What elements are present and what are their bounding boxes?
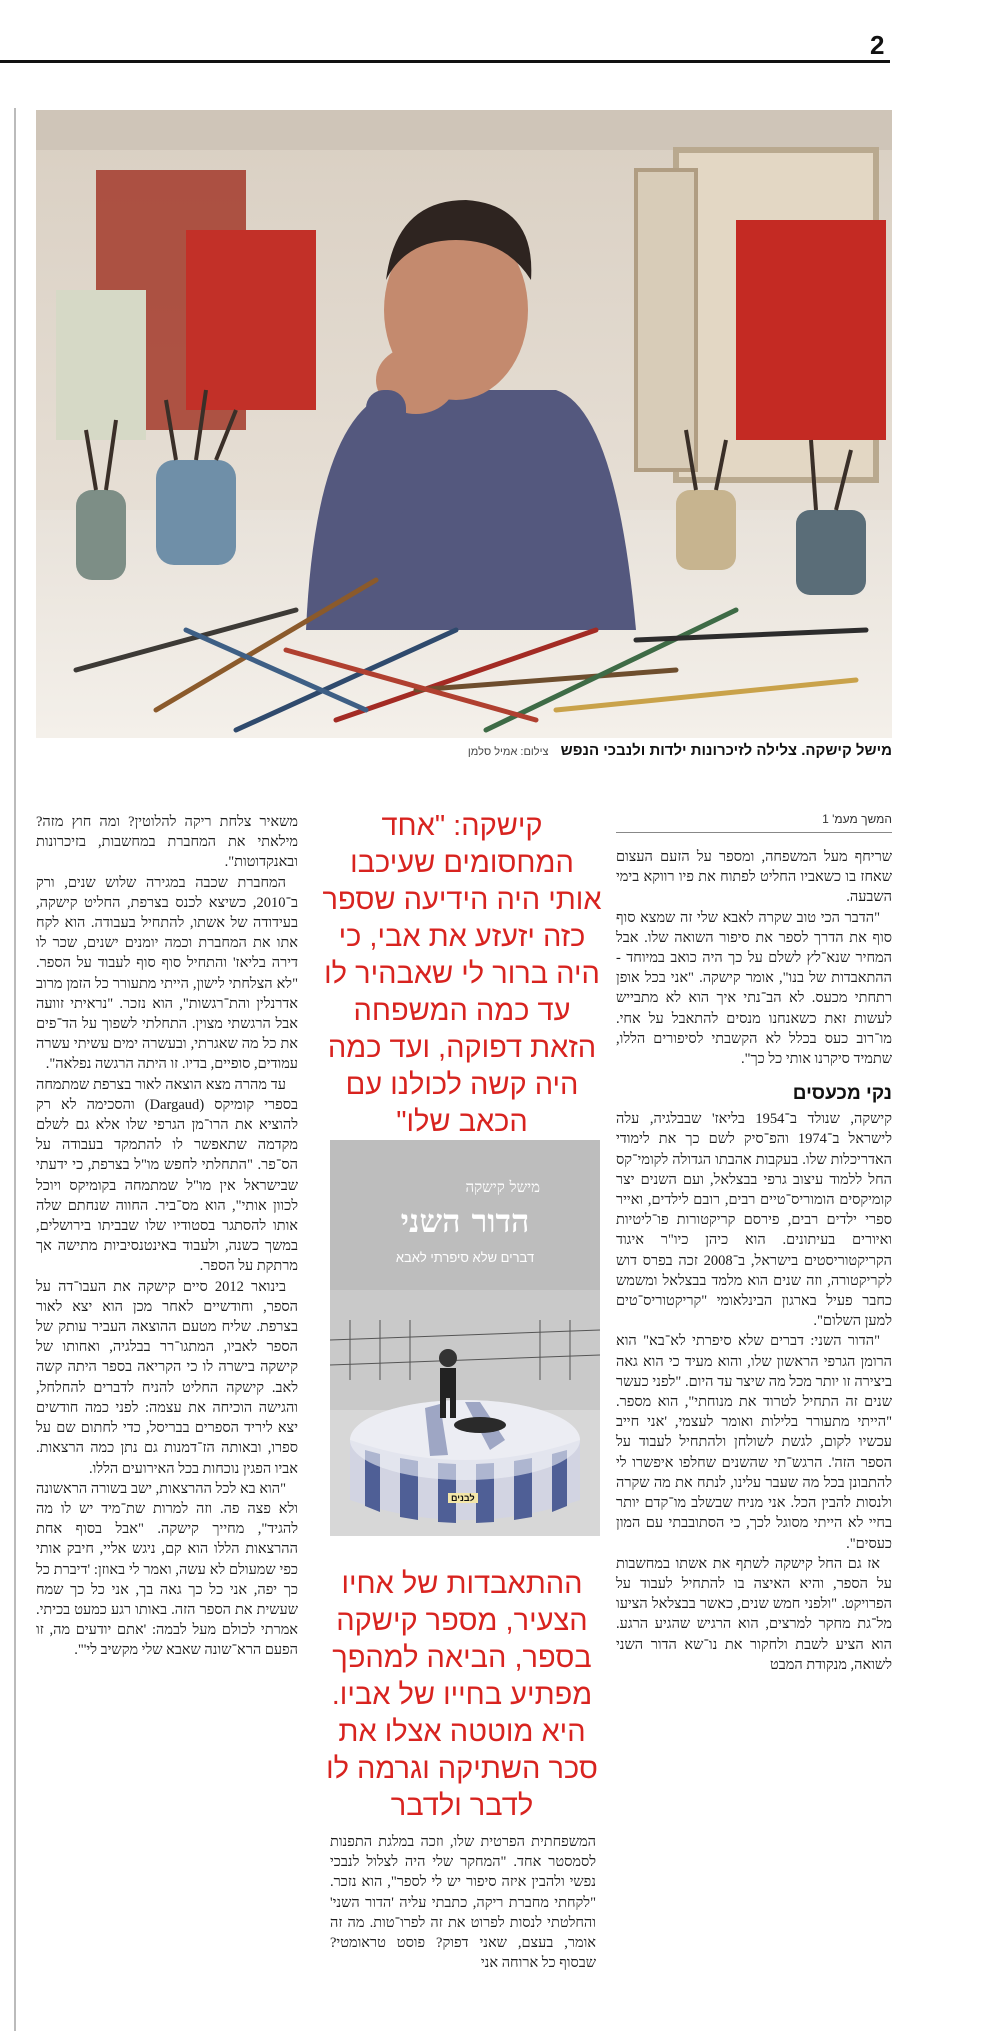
continued-from: המשך מעמ' 1	[616, 812, 892, 833]
photo-caption	[360, 742, 892, 759]
paragraph: "הדבר הכי טוב שקרה לאבא שלי זה שמצא סוף סוף את הדרך לספר את סיפור השואה שלו. אבל המחיר שנא־לץ לשלם על כך היה כואב במיוחד - ההתאבדות של בנו", אומר קישקה. "אני בכל אופן רתחתי מכעס. לא הב־נתי איך הוא לא מתבייש לעשות זאת כשאנחנו מנסים להתאבל על אחי. מו־רוב כעס בכלל לא הקשבתי לסיפורים הללו, שתמיד סיקרנו אותי כל כך".	[616, 909, 892, 1068]
paragraph: משאיר צלחת ריקה להלוטין? ומה חוץ מזה? מילאתי את המחברת במחשבות, בזיכרונות ובאנקדוטות".	[36, 814, 298, 871]
page-number: 2	[870, 30, 885, 60]
article-column-middle	[330, 1832, 596, 1973]
paragraph: המחברת שכבה במגירה שלוש שנים, ורק ב־2010, כשיצא לכנס בצרפת, החליט קישקה, בעידודה של אשתו, להתחיל בעבודה. הוא לקח אתו את המחברת וכמה יומנים ישנים, שכר לו דירה בליאז' והתחיל סוף סוף לעבוד על הספר. "לא הצלחתי לישון, הייתי מתעורר כל הזמן מרוב אדרנלין והת־רגשות", הוא נזכר. "נראיתי זוועה אבל הרגשתי מצוין. התחלתי לשפוך על הד־פים את כל מה שאגרתי, ובעשרה ימים עשיתי עשרה עמודים, סופיים, בדיו. זו היתה הרגשה נפלאה".	[36, 874, 298, 1073]
paragraph: בינואר 2012 סיים קישקה את העבו־דה על הספר, וחודשיים לאחר מכן הוא יצא לאור בצרפת. שליח מטעם ההוצאה העביר עותק של הספר לאביו, המתגו־רר בבלגיה, ואחותו של קישקה בישרה לו כי הקריאה בספר היתה קשה לאב. קישקה החליט להניח לדברים להחלחל, והגישה הוכיחה את עצמה: לפני כמה חודשים יצא ליריד הספרים בבריסל, כדי לחתום שם על ספרו, ובאותה הז־דמנות גם נתן כמה הרצאות. אביו הפגין נוכחות בכל האירועים הללו.	[36, 1278, 298, 1477]
book-label: לבנים	[448, 1493, 478, 1503]
book-subtitle: דברים שלא סיפרתי לאבא	[395, 1250, 535, 1265]
artist-photo	[36, 110, 892, 738]
photo-credit: צילום: אמיל סלמן	[467, 746, 549, 758]
subheading: נקי מכעסים	[792, 1083, 892, 1105]
caption-text: מישל קישקה. צלילה לזיכרונות ילדות ולנבכי הנפש	[560, 742, 892, 759]
paragraph: "הדור השני: דברים שלא סיפרתי לא־בא" הוא הרומן הגרפי הראשון שלו, והוא מעיד כי הוא גאה ביצירה זו יותר מכל מה שיצר עד היום. "לפני כעשר שנים זה התחיל לטרוד את מנוחתי", הוא מספר. "הייתי מתעורר בלילות ואומר לעצמי, 'אני חייב עכשיו לקום, לגשת לשולחן ולהתחיל לעבוד על הספר הזה'. הרגש־תי שהשנים שחלפו איפשרו לי להתבונן בכל מה שעבר עלינו, לנתח את מה שקרה ולנסות להבין הכל. אני מניח שבשלב מו־קדם יותר בחיי לא הייתי מסוגל לכך, כי הסתובבתי עם המון כעסים".	[616, 1333, 892, 1552]
pull-quote: קישקה: "אחד המחסומים שעיכבו אותי היה הידיעה שספר כזה יזעזע את אבי, כי היה ברור לי שאבהיר לו עד כמה המשפחה הזאת דפוקה, ועד כמה היה קשה לכולנו עם הכאב שלו"	[322, 810, 602, 1138]
paragraph: עד מהרה מצא הוצאה לאור בצרפת שמתמחה בספרי קומיקס (Dargaud) והסכימה לא רק להוציא את הרו־מן הגרפי שלו אלא גם לשלם מקדמה שתאפשר לו להתמקד בעבודה על הס־פר. "התחלתי לחפש מו"ל בצרפת, כי ידעתי שבישראל אין מו"ל שמתמחה בקומיקס ויוכל לכוון אותי", הוא מס־ביר. החווה שנחתם שלה אותו להסתגר בסטודיו שלו שבביתו בירושלים, במשך כשנה, ולעבוד באינטנסיביות מתישה אך מרתקת על הספר.	[36, 1076, 298, 1275]
book-cover-illustration	[330, 1140, 600, 1536]
side-rule	[14, 108, 16, 2031]
paragraph: "הוא בא לכל ההרצאות, ישב בשורה הראשונה ולא פצה פה. וזה למרות שת־מיד יש לו מה להגיד", מחייך קישקה. "אבל בסוף אחת ההרצאות הללו הוא קם, ניגש אליי, חיבק אותי כפי שמעולם לא עשה, ואמר לי באוזן: 'דיברת כל כך יפה, אני כל כך גאה בך, אני כל כך שמח שעשית את הספר הזה. באותו רגע כמעט בכיתי. אמרתי לכולם מעל לבמה: 'אתם יודעים מה, זו הפעם הרא־שונה שאבא שלי מקשיב לי'".	[36, 1480, 298, 1659]
book-author: מישל קישקה	[465, 1178, 540, 1196]
header-rule	[0, 60, 890, 63]
pull-quote: ההתאבדות של אחיו הצעיר, מספר קישקה בספר, הביאה למהפך מפתיע בחייו של אביו. היא מוטטה אצלו את סכר השתיקה וגרמה לו לדבר ולדבר	[326, 1568, 598, 1822]
photo-illustration	[36, 110, 892, 738]
paragraph: שריחף מעל המשפחה, ומספר על הזעם העצום שאחז בו כשאביו החליט לפתוח את פיו רווקא בימי השבעה.	[616, 849, 892, 906]
article-column-left	[36, 812, 298, 1661]
book-title: הדור השני	[400, 1202, 530, 1240]
paragraph: המשפחתית הפרטית שלו, וזכה במלגת התפנות לסמסטר אחד. "המחקר שלי היה לצלול לנבכי נפשי ולהבין איזה סיפור יש לי לספר", הוא נזכר. "לקחתי מחברת ריקה, כתבתי עליה 'הדור השני' והחלטתי לנסות לפרוט את זה לפרו־טות. מה זה אומר, בעצם, שאני דפוק? פוסט טראומטי? שבסוף כל ארוחה אני	[330, 1834, 596, 1972]
book-cover	[330, 1140, 600, 1536]
article-column-right	[616, 812, 892, 1675]
paragraph: קישקה, שנולד ב־1954 בליאז' שבבלגיה, עלה לישראל ב־1974 והפ־סיק לשם כך את לימודי האדריכלות שלו. בעקבות אהבתו הגדולה לקומי־קס החל ללמוד עיצוב גרפי בבצלאל, ועם השנים יצר קומיקסים הומוריס־טיים רבים, רובם לילדים, ואייר ספרי ילדים רבים, פירסם קריקטורות פו־ליטיות ואיורים בעיתונים. הוא כיהן כיו"ר איגוד הקריקטוריסטים בישראל, ב־2008 זכה בפרס דוש לקריקטורה, וזה שנים הוא מלמד בבצלאל ומשמש כחבר פעיל בארגון הבינלאומי "קריקטוריס־טים למען השלום".	[616, 1111, 892, 1330]
paragraph: אז גם החל קישקה לשתף את אשתו במחשבות על הספר, והיא האיצה בו להתחיל לעבוד על הפרויקט. "ולפני חמש שנים, כאשר בבצלאל הציעו מל־גת מחקר למרצים, הוא הרגיש שהגיע הרגע. הוא הציע לשבת ולחקור את נו־שא הדור השני לשואה, מנקודת המבט	[616, 1555, 892, 1673]
